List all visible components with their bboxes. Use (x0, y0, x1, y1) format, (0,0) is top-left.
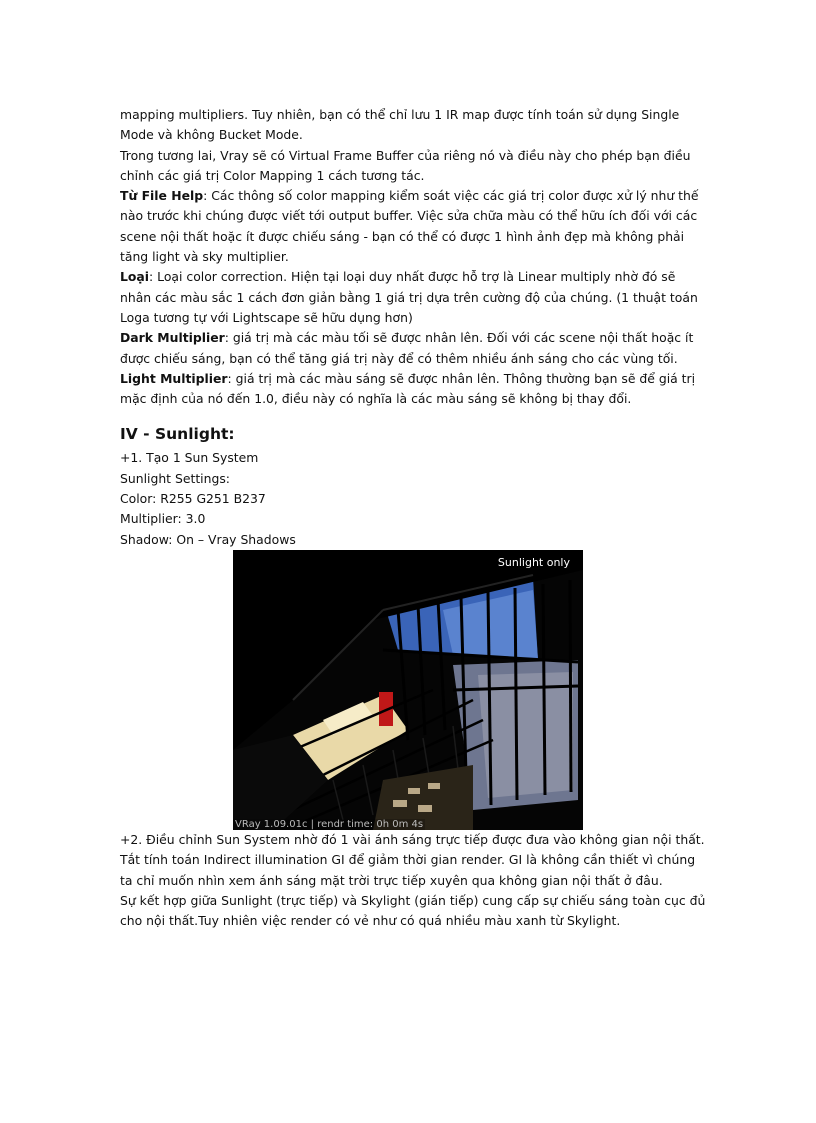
step-1: +1. Tạo 1 Sun System (120, 450, 259, 466)
type-text: : Loại color correction. Hiện tại loại duy nhất được hỗ trợ là Linear multiply nhờ đó sẽ (149, 269, 676, 285)
intro-line-2: Mode và không Bucket Mode. (120, 127, 303, 143)
step2-line-5: cho nội thất.Tuy nhiên việc render có vẻ như có quá nhiều màu xanh từ Skylight. (120, 913, 621, 929)
help-label: Từ File Help (120, 188, 204, 204)
render-footer: VRay 1.09.01c | rendr time: 0h 0m 4s (235, 818, 424, 830)
help-line-2: nào trước khi chúng được viết tới output buffer. Việc sửa chữa màu có thể hữu ích đối với các (120, 208, 698, 224)
help-line-4: tăng light và sky multiplier. (120, 249, 289, 265)
step2-line-4: Sự kết hợp giữa Sunlight (trực tiếp) và Skylight (gián tiếp) cung cấp sự chiếu sáng toàn cục đủ (120, 892, 706, 908)
type-line-3: Loga tương tự với Lightscape sẽ hữu dụng hơn) (120, 309, 413, 325)
intro-line-1: mapping multipliers. Tuy nhiên, bạn có thể chỉ lưu 1 IR map được tính toán sử dụng Single (120, 107, 680, 122)
intro-line-3: Trong tương lai, Vray sẽ có Virtual Frame Buffer của riêng nó và điều này cho phép bạn điều (120, 147, 691, 163)
settings-title: Sunlight Settings: (120, 470, 230, 486)
dark-line-1 (120, 328, 710, 348)
dark-label: Dark Multiplier (120, 330, 225, 346)
light-line-2: mặc định của nó đến 1.0, điều này có nghĩa là các màu sáng sẽ không bị thay đổi. (120, 391, 632, 407)
settings-shadow: Shadow: On – Vray Shadows (120, 531, 296, 547)
light-line-1 (120, 369, 710, 389)
step2-line-3: ta chỉ muốn nhìn xem ánh sáng mặt trời trực tiếp xuyên qua không gian nội thất ở đâu. (120, 872, 663, 888)
settings-color: Color: R255 G251 B237 (120, 491, 266, 507)
render-image (233, 550, 583, 830)
help-line-3: scene nội thất hoặc ít được chiếu sáng - bạn có thể có được 1 hình ảnh đẹp mà không phải (120, 228, 685, 244)
dark-line-2: được chiếu sáng, bạn có thể tăng giá trị này để có thêm nhiều ánh sáng cho các vùng tối. (120, 350, 678, 366)
render-illustration (233, 550, 583, 830)
step2-line-2: Tắt tính toán Indirect illumination GI để giảm thời gian render. GI là không cần thiết vì chúng (120, 852, 696, 868)
step2-line-1: +2. Điều chỉnh Sun System nhờ đó 1 vài ánh sáng trực tiếp được đưa vào không gian nội thất. (120, 831, 705, 847)
dark-text: : giá trị mà các màu tối sẽ được nhân lên. Đối với các scene nội thất hoặc ít (224, 330, 694, 346)
help-text: : Các thông số color mapping kiểm soát việc các giá trị color được xử lý như thế (203, 188, 699, 204)
light-label: Light Multiplier (120, 370, 228, 386)
document-page (120, 105, 710, 931)
type-line-2: nhân các màu sắc 1 cách đơn giản bằng 1 giá trị dựa trên cường độ của chúng. (1 thuật toán (120, 289, 698, 305)
help-line-1 (120, 186, 710, 206)
type-line-1 (120, 267, 710, 287)
section-heading: IV - Sunlight: (120, 425, 235, 444)
render-label: Sunlight only (497, 555, 570, 569)
light-text: : giá trị mà các màu sáng sẽ được nhân lên. Thông thường bạn sẽ để giá trị (227, 370, 696, 386)
intro-line-4: chỉnh các giá trị Color Mapping 1 cách tương tác. (120, 167, 425, 183)
type-label: Loại (120, 269, 150, 285)
settings-multiplier: Multiplier: 3.0 (120, 511, 206, 527)
